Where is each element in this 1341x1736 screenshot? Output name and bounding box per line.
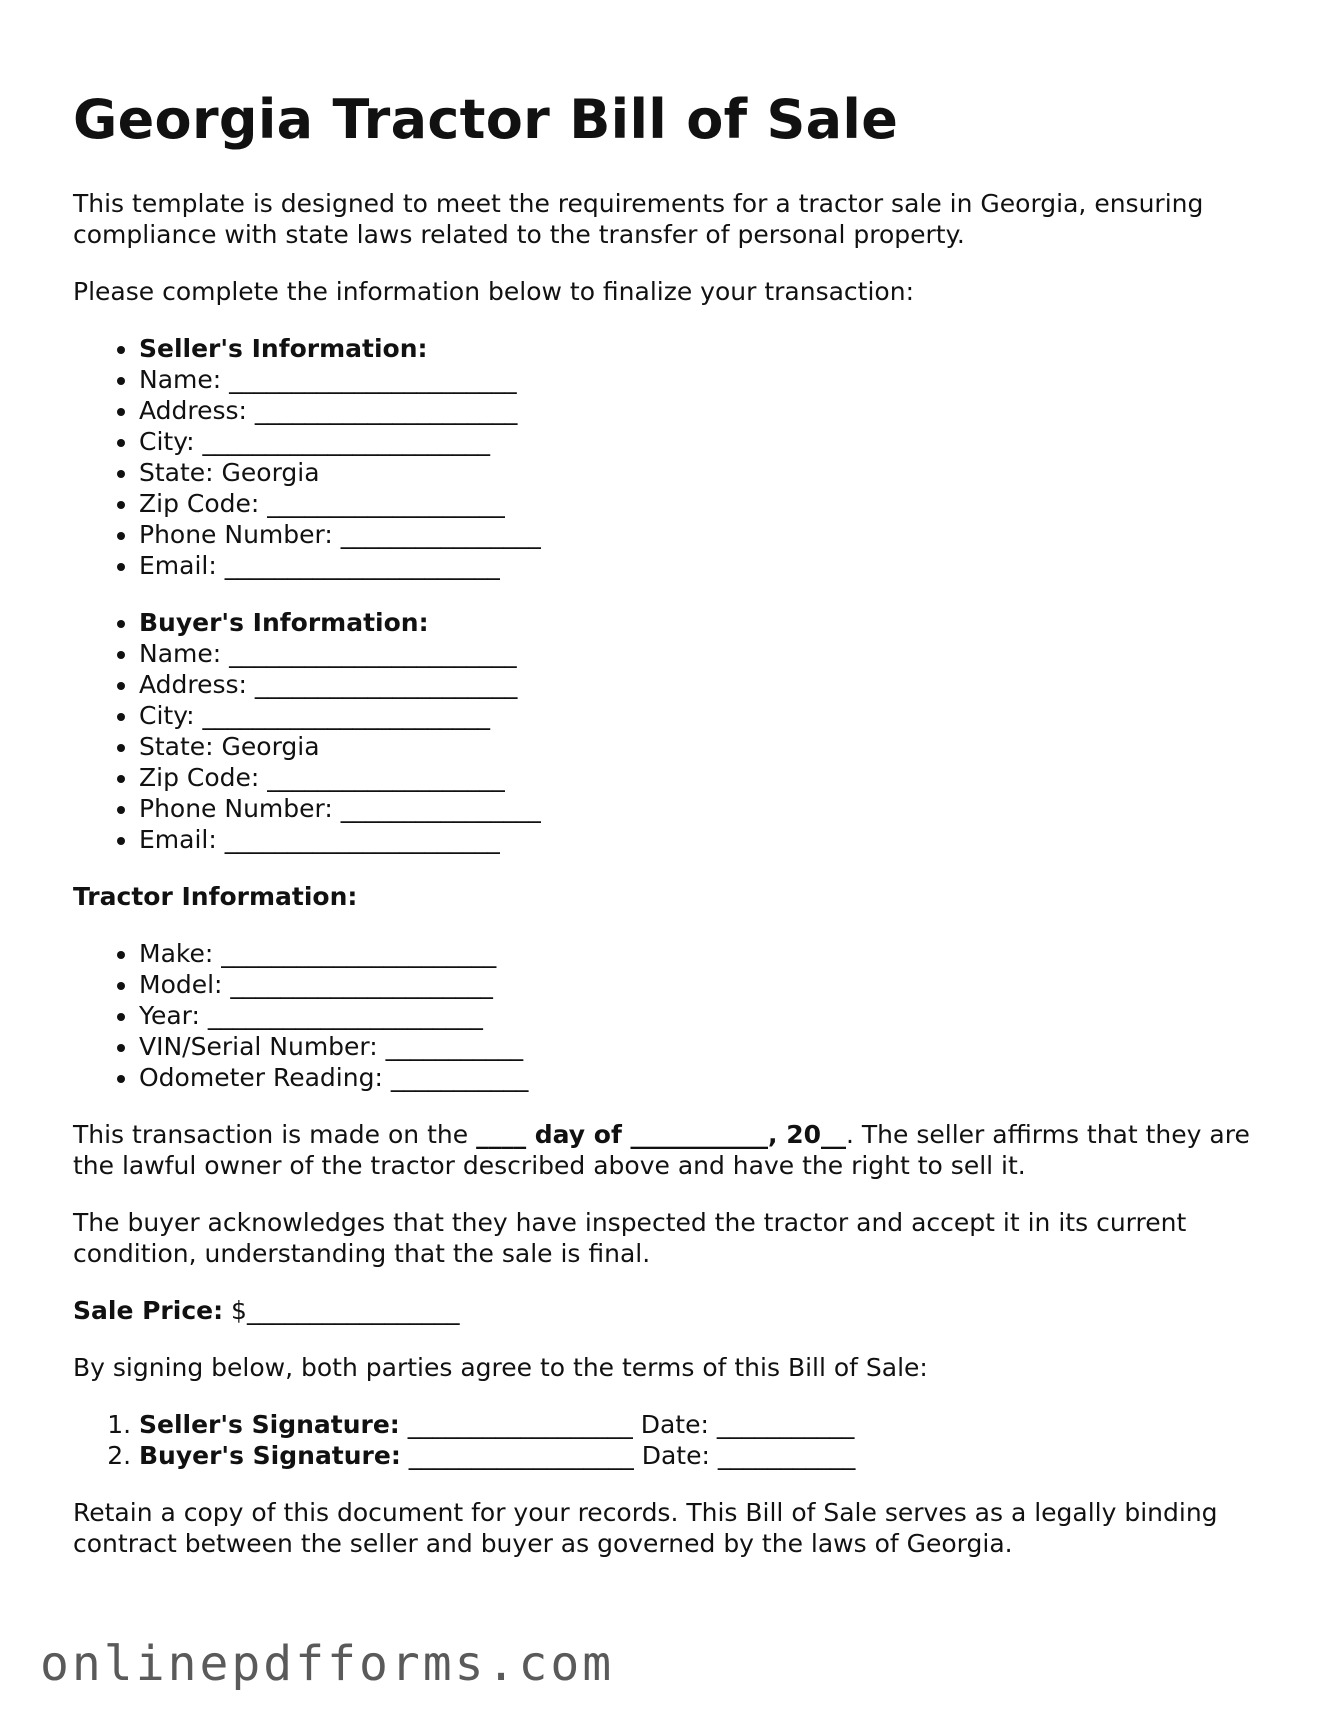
transaction-suffix: . The seller affirms that they are the lawful owner of the tractor described above and have the right to sell it.: [73, 1120, 1250, 1180]
buyer-state-field: • State: Georgia: [139, 731, 1273, 762]
seller-phone-field: • Phone Number: ________________: [139, 519, 1273, 550]
buyer-info-heading: • Buyer's Information:: [139, 607, 1273, 638]
agreement-paragraph: By signing below, both parties agree to the terms of this Bill of Sale:: [73, 1353, 928, 1382]
closing-paragraph: Retain a copy of this document for your records. This Bill of Sale serves as a legally binding contract between the seller and buyer as governed by the laws of Georgia.: [73, 1498, 1218, 1558]
tractor-odometer-field: • Odometer Reading: ___________: [139, 1062, 1273, 1093]
seller-zip-field: • Zip Code: ___________________: [139, 488, 1273, 519]
buyer-signature-blank: __________________ Date: ___________: [400, 1441, 856, 1470]
seller-signature-blank: __________________ Date: ___________: [399, 1410, 855, 1439]
seller-signature-label: Seller's Signature:: [139, 1410, 400, 1439]
sale-price-label: Sale Price:: [73, 1296, 224, 1325]
seller-name-field: • Name: _______________________: [139, 364, 1273, 395]
watermark: onlinepdfforms.com: [40, 1636, 615, 1692]
buyer-address-field: • Address: _____________________: [139, 669, 1273, 700]
buyer-signature-label: Buyer's Signature:: [139, 1441, 401, 1470]
tractor-info-heading: Tractor Information:: [73, 882, 358, 911]
buyer-phone-field: • Phone Number: ________________: [139, 793, 1273, 824]
buyer-zip-field: • Zip Code: ___________________: [139, 762, 1273, 793]
transaction-prefix: This transaction is made on the: [73, 1120, 477, 1149]
transaction-date-blank: ____ day of ___________, 20__: [476, 1120, 847, 1149]
seller-signature-line: [139, 1409, 1273, 1440]
tractor-year-field: • Year: ______________________: [139, 1000, 1273, 1031]
intro-paragraph: This template is designed to meet the requirements for a tractor sale in Georgia, ensuring compliance with state laws related to the transfer of personal property.: [73, 189, 1204, 249]
tractor-info-list: [73, 938, 1273, 1093]
buyer-email-field: • Email: ______________________: [139, 824, 1273, 855]
seller-email-field: • Email: ______________________: [139, 550, 1273, 581]
buyer-city-field: • City: _______________________: [139, 700, 1273, 731]
acknowledgment-paragraph: The buyer acknowledges that they have inspected the tractor and accept it in its current condition, understanding that the sale is final.: [73, 1208, 1187, 1268]
page-title: Georgia Tractor Bill of Sale: [73, 88, 899, 151]
seller-info-heading: • Seller's Information:: [139, 333, 1273, 364]
buyer-signature-line: [139, 1440, 1273, 1471]
seller-state-field: • State: Georgia: [139, 457, 1273, 488]
buyer-name-field: • Name: _______________________: [139, 638, 1273, 669]
sale-price-line: [73, 1295, 1273, 1326]
transaction-paragraph: [73, 1119, 1273, 1181]
seller-address-field: • Address: _____________________: [139, 395, 1273, 426]
instruction-paragraph: Please complete the information below to finalize your transaction:: [73, 277, 914, 306]
buyer-info-list: [73, 607, 1273, 855]
sale-price-blank: $_________________: [223, 1296, 460, 1325]
seller-city-field: • City: _______________________: [139, 426, 1273, 457]
document: [73, 88, 1273, 1585]
tractor-model-field: • Model: _____________________: [139, 969, 1273, 1000]
tractor-make-field: • Make: ______________________: [139, 938, 1273, 969]
signature-list: [73, 1409, 1273, 1471]
seller-info-list: [73, 333, 1273, 581]
tractor-vin-field: • VIN/Serial Number: ___________: [139, 1031, 1273, 1062]
